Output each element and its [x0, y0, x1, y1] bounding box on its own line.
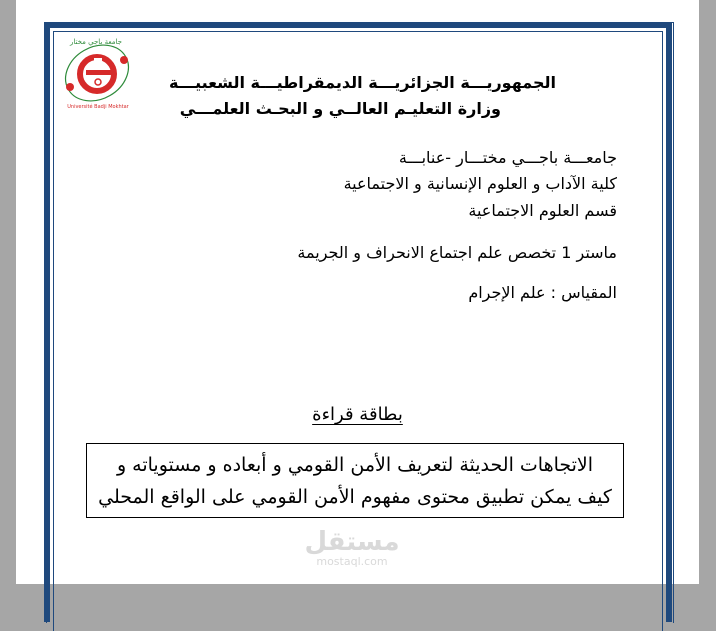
- svg-text:Université Badji Mokhtar: Université Badji Mokhtar: [67, 104, 129, 110]
- mostaql-watermark: [297, 528, 407, 568]
- faculty-name: كلية الآداب و العلوم الإنسانية و الاجتماعية: [343, 174, 617, 193]
- topic-line-1: الاتجاهات الحديثة لتعريف الأمن القومي و أبعاده و مستوياته و: [116, 454, 594, 476]
- topic-box: [86, 443, 624, 518]
- card-title: بطاقة قراءة: [312, 404, 403, 425]
- watermark-latin: mostaql.com: [316, 555, 388, 568]
- program-name: ماستر 1 تخصص علم اجتماع الانحراف و الجريمة: [297, 243, 617, 262]
- university-logo-icon: [56, 32, 138, 114]
- document-page: [16, 0, 699, 584]
- republic-heading: الجمهوريـــة الجزائريـــة الديمقراطيـــة الشعبيـــة: [168, 73, 556, 92]
- ministry-heading: وزارة التعليـم العالــي و البحـث العلمـــي: [179, 99, 501, 118]
- module-name: المقياس : علم الإجرام: [468, 283, 617, 302]
- svg-text:جامعة باجي مختار: جامعة باجي مختار: [70, 38, 122, 46]
- topic-line-2: كيف يمكن تطبيق محتوى مفهوم الأمن القومي على الواقع المحلي: [98, 486, 612, 508]
- university-name: جامعـــة باجـــي مختـــار -عنابـــة: [398, 148, 617, 167]
- watermark-arabic: مستقل: [304, 527, 400, 557]
- department-name: قسم العلوم الاجتماعية: [468, 201, 617, 220]
